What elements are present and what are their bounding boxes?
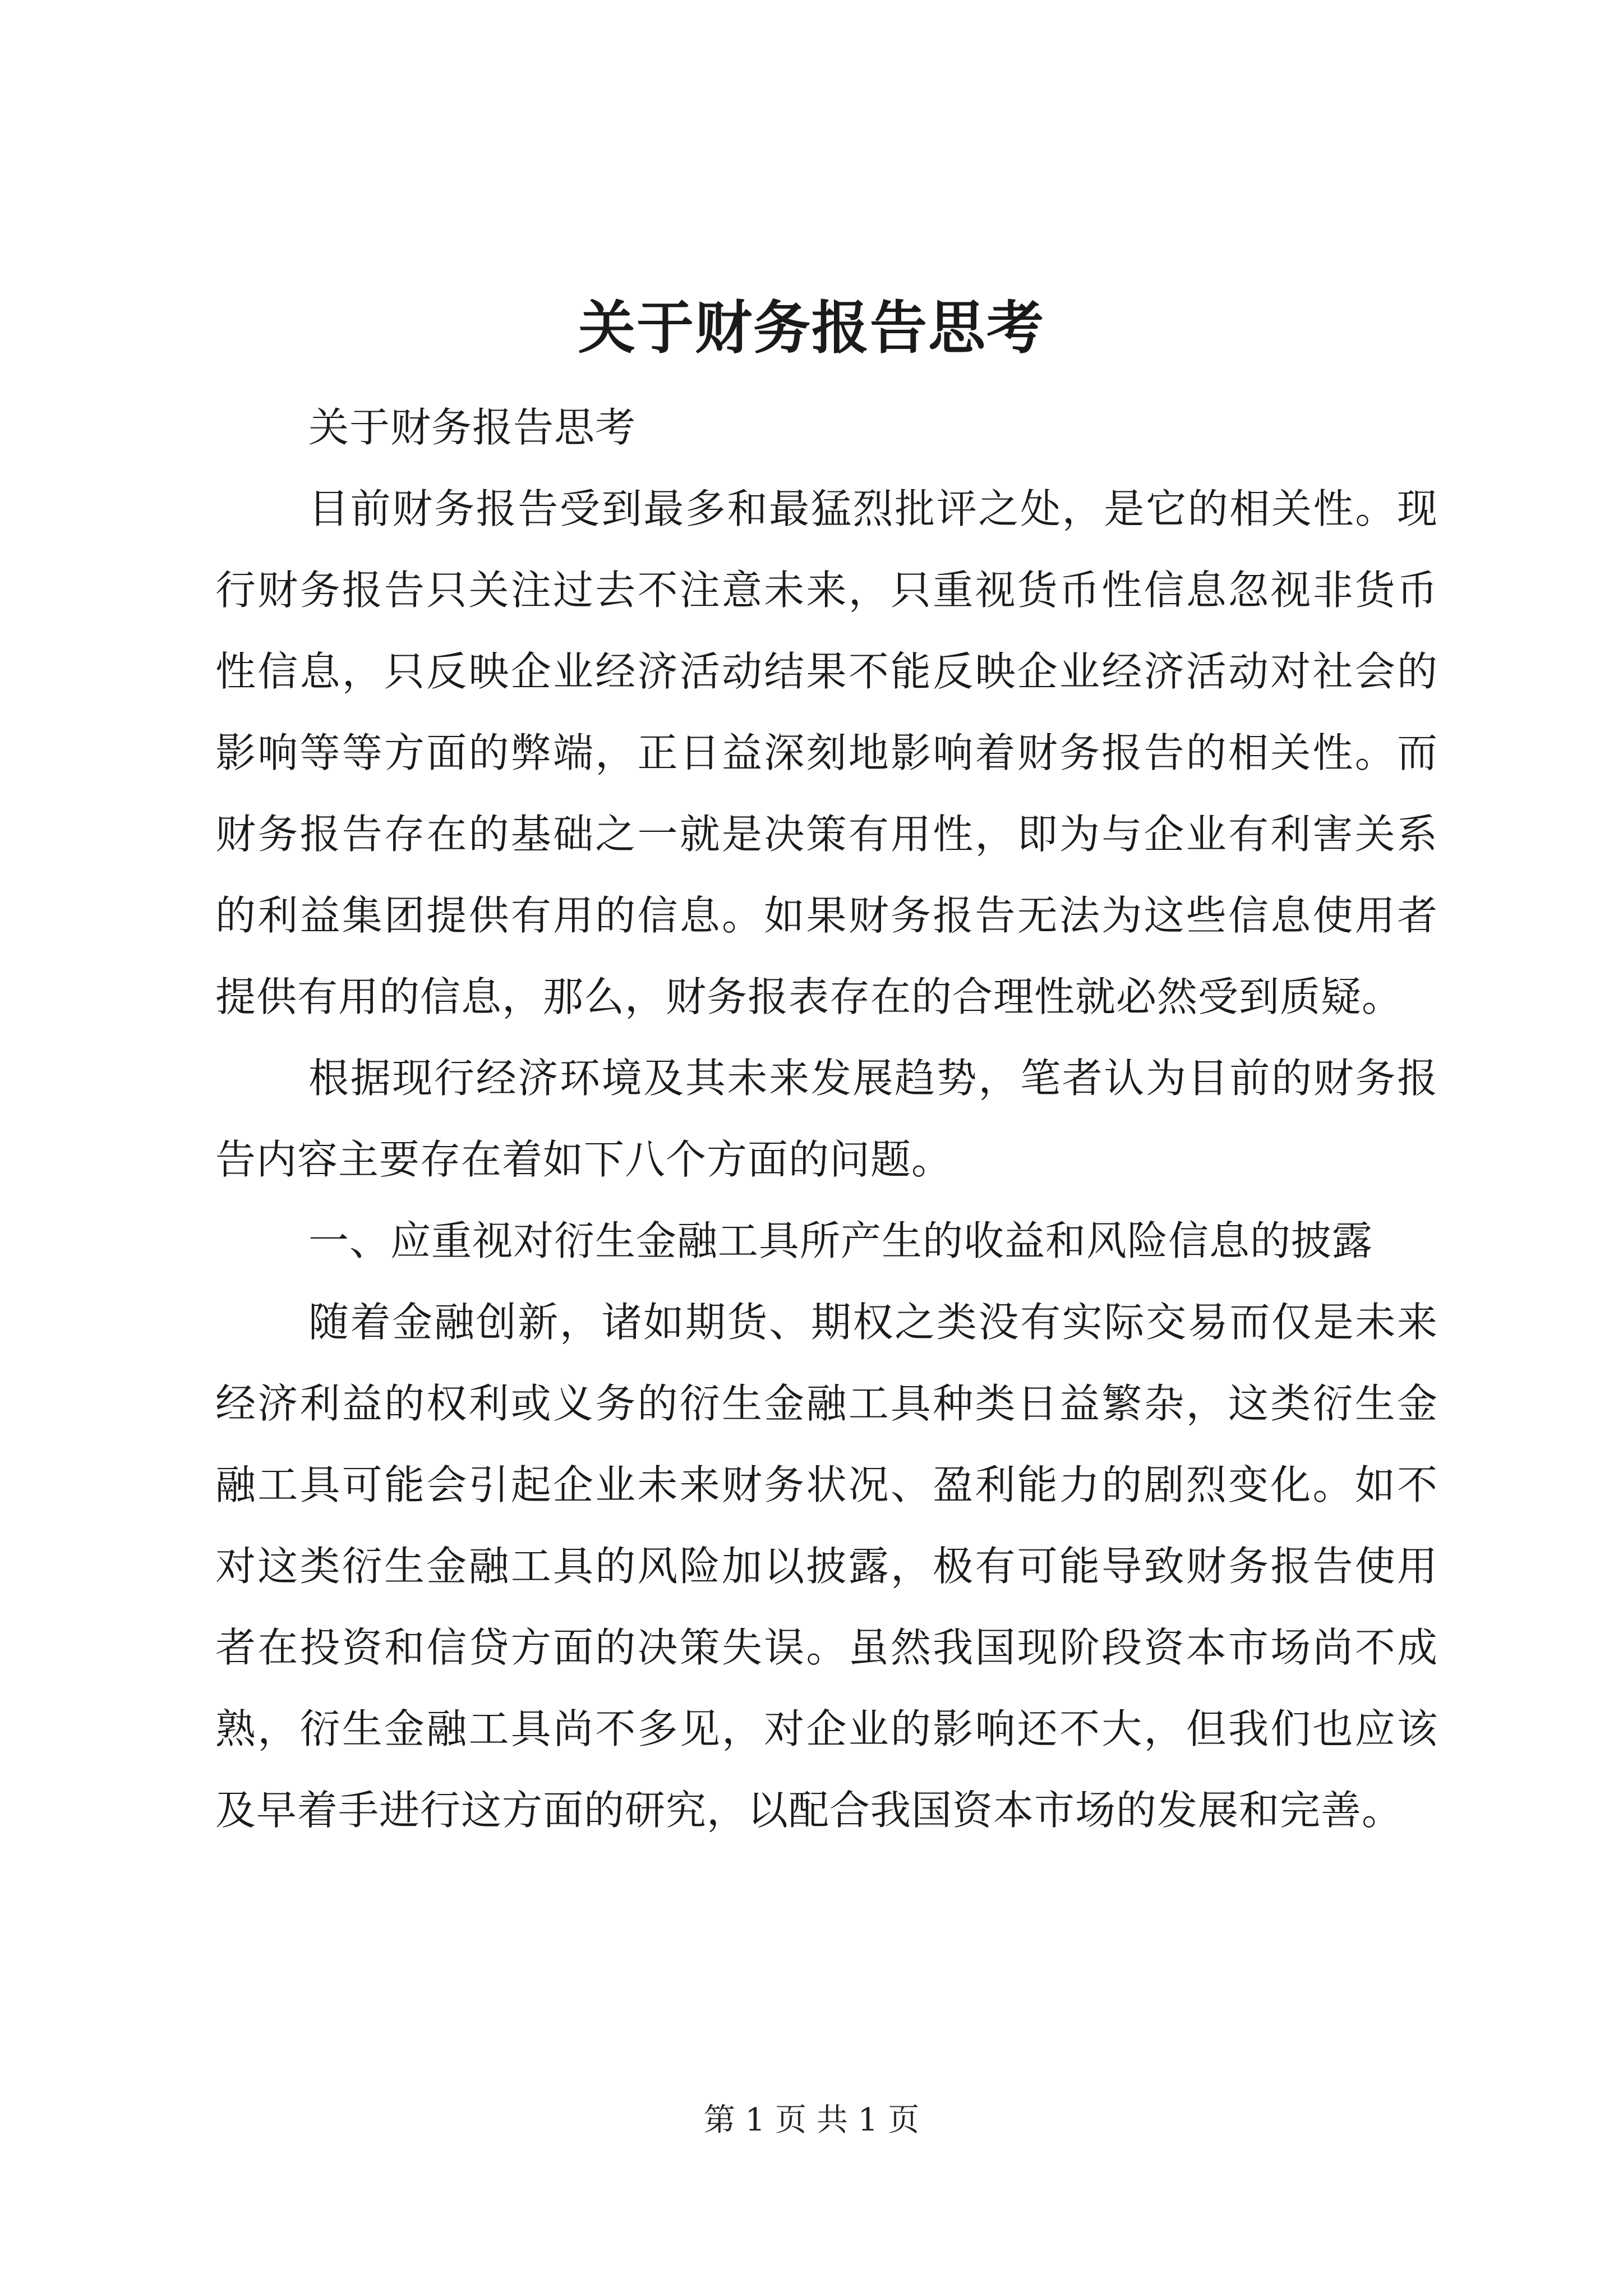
section-heading-derivatives: 一、应重视对衍生金融工具所产生的收益和风险信息的披露 [308, 1217, 1373, 1264]
paragraph-problems-intro: 根据现行经济环境及其未来发展趋势，笔者认为目前的财务报告内容主要存在着如下八个方面的问题。 [215, 1055, 1438, 1183]
paragraph-derivatives: 随着金融创新，诸如期货、期权之类没有实际交易而仅是未来经济利益的权利或义务的衍生金融工具种类日益繁杂，这类衍生金融工具可能会引起企业未来财务状况、盈利能力的剧烈变化。如不对这类衍生金融工具的风险加以披露，极有可能导致财务报告使用者在投资和信贷方面的决策失误。虽然我国现阶段资本市场尚不成熟，衍生金融工具尚不多见，对企业的影响还不大，但我们也应该及早着手进行这方面的研究，以配合我国资本市场的发展和完善。 [215, 1299, 1438, 1834]
paragraph-subtitle: 关于财务报告思考 [308, 404, 637, 451]
document-title: 关于财务报告思考 [578, 295, 1045, 362]
page-footer: 第 1 页 共 1 页 [703, 2102, 920, 2138]
paragraph-relevance-criticism: 目前财务报告受到最多和最猛烈批评之处，是它的相关性。现行财务报告只关注过去不注意未来，只重视货币性信息忽视非货币性信息，只反映企业经济活动结果不能反映企业经济活动对社会的影响等等方面的弊端，正日益深刻地影响着财务报告的相关性。而财务报告存在的基础之一就是决策有用性，即为与企业有利害关系的利益集团提供有用的信息。如果财务报告无法为这些信息使用者提供有用的信息，那么，财务报表存在的合理性就必然受到质疑。 [215, 485, 1438, 1020]
document-body [215, 387, 1438, 1851]
